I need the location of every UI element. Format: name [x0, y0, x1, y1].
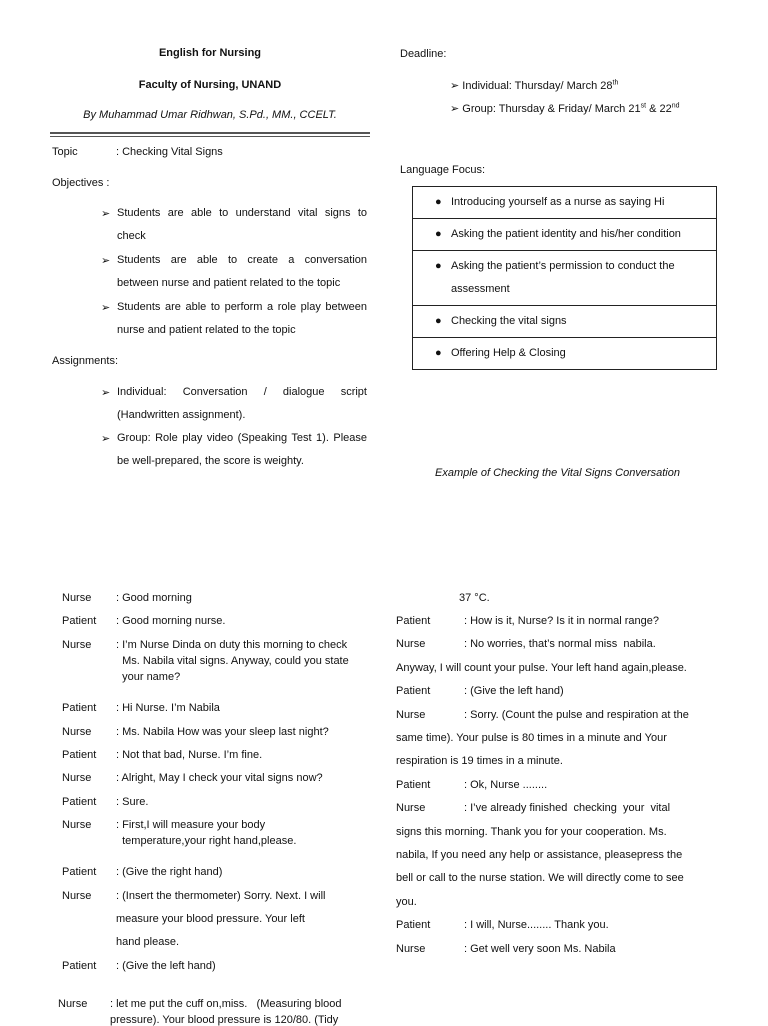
dialogue-line: : Alright, May I check your vital signs now?: [116, 772, 323, 784]
list-item-line: Individual: Conversation / dialogue script: [117, 386, 367, 398]
language-focus-label: Language Focus:: [400, 164, 486, 176]
speaker-label: Nurse: [62, 890, 92, 902]
faculty-title: Faculty of Nursing, UNAND: [138, 79, 282, 91]
speaker-label: Patient: [62, 796, 97, 808]
dialogue-line: : How is it, Nurse? Is it in normal range?: [464, 615, 660, 627]
speaker-label: Nurse: [62, 819, 92, 831]
dialogue-line: temperature,your right hand,please.: [116, 835, 297, 847]
dialogue-line: pressure). Your blood pressure is 120/80. (Tidy: [110, 1014, 339, 1026]
list-item-line: Students are able to create a conversation: [117, 254, 367, 266]
topic-value: : Checking Vital Signs: [116, 146, 223, 158]
dialogue-line: : Get well very soon Ms. Nabila: [464, 942, 616, 955]
dialogue-line: : Sorry. (Count the pulse and respiration at the: [464, 708, 689, 721]
arrow-bullet-icon: ➢: [101, 255, 111, 267]
arrow-bullet-icon: ➢: [101, 387, 111, 399]
dialogue-line: : First,I will measure your body: [116, 819, 266, 831]
dialogue-line: hand please.: [116, 936, 179, 948]
dialogue-line: your name?: [116, 671, 181, 683]
deadline-group: ➢ Group: Thursday & Friday/ March 21st & 22nd: [450, 102, 680, 115]
dialogue-line: : (Insert the thermometer) Sorry. Next. I will: [116, 890, 326, 902]
dialogue-line: respiration is 19 times in a minute.: [396, 755, 563, 768]
dialogue-line: nabila, If you need any help or assistance, pleasepress the: [396, 849, 683, 861]
dialogue-line: : Hi Nurse. I’m Nabila: [116, 702, 220, 714]
deadline-individual: ➢ Individual: Thursday/ March 28th: [450, 79, 619, 92]
dialogue-line: you.: [396, 895, 417, 908]
dialogue-line: signs this morning. Thank you for your cooperation. Ms.: [396, 825, 667, 838]
bullet-icon: ●: [435, 228, 442, 240]
dialogue-line: : Sure.: [116, 796, 149, 808]
dialogue-line: Ms. Nabila vital signs. Anyway, could you state: [116, 655, 349, 667]
speaker-label: Patient: [396, 615, 431, 627]
list-item-line: between nurse and patient related to the topic: [117, 277, 341, 289]
bullet-icon: ●: [435, 315, 442, 327]
dialogue-line: : I will, Nurse........ Thank you.: [464, 919, 609, 932]
dialogue-line: same time). Your pulse is 80 times in a minute and Your: [396, 732, 667, 744]
assignments-label: Assignments:: [52, 355, 119, 367]
bullet-icon: ●: [435, 196, 442, 208]
speaker-label: Nurse: [58, 998, 88, 1010]
arrow-bullet-icon: ➢: [101, 208, 111, 220]
list-item-line: Students are able to understand vital signs to: [117, 207, 367, 219]
arrow-bullet-icon: ➢: [450, 103, 460, 115]
language-focus-text: Introducing yourself as a nurse as saying Hi: [451, 196, 665, 208]
divider-thick: [50, 132, 370, 134]
speaker-label: Nurse: [396, 708, 426, 721]
dialogue-line: : No worries, that’s normal miss nabila.: [464, 638, 656, 651]
speaker-label: Patient: [62, 960, 97, 972]
dialogue-line: : Ok, Nurse ........: [464, 778, 548, 791]
speaker-label: Patient: [62, 749, 97, 761]
speaker-label: Nurse: [62, 639, 92, 651]
list-item-line: Students are able to perform a role play between: [117, 301, 367, 313]
dialogue-line: : Good morning nurse.: [116, 615, 226, 627]
dialogue-line: : I’m Nurse Dinda on duty this morning to check: [116, 639, 348, 651]
dialogue-line: : I’ve already finished checking your vital: [464, 802, 671, 815]
course-title: English for Nursing: [158, 47, 262, 59]
arrow-bullet-icon: ➢: [101, 433, 111, 445]
language-focus-table: [412, 186, 717, 370]
topic-label: Topic: [52, 146, 78, 158]
speaker-label: Nurse: [62, 726, 92, 738]
speaker-label: Patient: [62, 615, 97, 627]
speaker-label: Patient: [396, 778, 431, 791]
dialogue-line: Anyway, I will count your pulse. Your left hand again,please.: [396, 661, 687, 674]
language-focus-item: [413, 338, 717, 370]
speaker-label: Nurse: [396, 802, 426, 815]
speaker-label: Patient: [396, 685, 431, 698]
language-focus-item: [413, 219, 717, 251]
dialogue-line: bell or call to the nurse station. We will directly come to see: [396, 872, 684, 885]
dialogue-line: : (Give the left hand): [116, 960, 216, 972]
dialogue-line: : Not that bad, Nurse. I’m fine.: [116, 749, 263, 761]
list-item-line: Group: Role play video (Speaking Test 1). Please: [117, 432, 367, 444]
example-title: Example of Checking the Vital Signs Conversation: [435, 467, 680, 479]
divider-thin: [50, 136, 370, 137]
speaker-label: Patient: [62, 866, 97, 878]
arrow-bullet-icon: ➢: [101, 302, 111, 314]
objectives-label: Objectives :: [52, 177, 110, 189]
dialogue-line: : Ms. Nabila How was your sleep last night?: [116, 726, 329, 738]
language-focus-item: [413, 187, 717, 219]
speaker-label: Patient: [396, 919, 431, 932]
dialogue-line: : (Give the right hand): [116, 866, 223, 878]
dialogue-line: : (Give the left hand): [464, 685, 564, 698]
bullet-icon: ●: [435, 347, 442, 359]
language-focus-text: Offering Help & Closing: [451, 347, 566, 359]
dialogue-line: : Good morning: [116, 592, 192, 604]
speaker-label: Nurse: [396, 942, 426, 955]
dialogue-line: : let me put the cuff on,miss. (Measuring blood: [110, 998, 342, 1010]
bullet-icon: ●: [435, 260, 442, 272]
deadline-label: Deadline:: [400, 48, 447, 60]
list-item-line: (Handwritten assignment).: [117, 409, 246, 421]
list-item-line: be well-prepared, the score is weighty.: [117, 455, 304, 467]
language-focus-item: [413, 251, 717, 306]
list-item-line: nurse and patient related to the topic: [117, 324, 296, 336]
language-focus-item: [413, 306, 717, 338]
author-line: By Muhammad Umar Ridhwan, S.Pd., MM., CCELT.: [83, 109, 337, 121]
speaker-label: Nurse: [62, 592, 92, 604]
language-focus-text: Asking the patient’s permission to conduct the assessment: [451, 260, 675, 295]
dialogue-line: measure your blood pressure. Your left: [116, 913, 305, 925]
list-item-line: check: [117, 230, 146, 242]
speaker-label: Nurse: [62, 772, 92, 784]
conversation-continuation: 37 °C.: [459, 592, 490, 604]
speaker-label: Patient: [62, 702, 97, 714]
language-focus-text: Asking the patient identity and his/her condition: [451, 228, 681, 240]
language-focus-text: Checking the vital signs: [451, 315, 567, 327]
speaker-label: Nurse: [396, 638, 426, 651]
arrow-bullet-icon: ➢: [450, 80, 460, 92]
